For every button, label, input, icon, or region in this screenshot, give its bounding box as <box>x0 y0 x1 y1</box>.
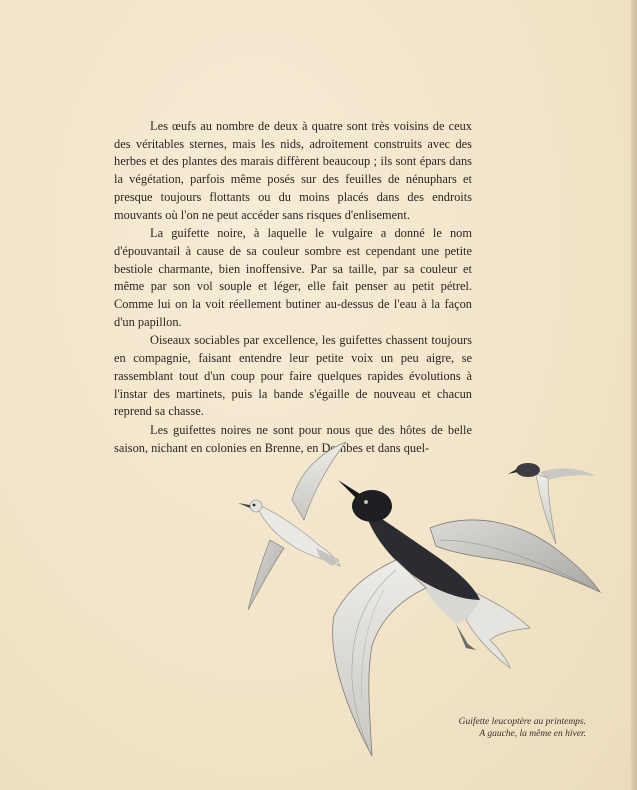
paragraph-summer-guests: Les guifettes noires ne sont pour nous que des hôtes de belle saison, nichant en colonies en Brenne, en Dombes et dans quel- <box>114 422 472 455</box>
illustration-caption <box>390 716 586 740</box>
black-tern-spring-plumage <box>333 480 600 756</box>
tern-winter-plumage <box>238 442 346 610</box>
caption-line-1: Guifette leucoptère au printemps. <box>458 717 586 727</box>
paragraph-eggs-nests: Les œufs au nombre de deux à quatre sont très voisins de ceux des véritables sternes, mais les nids, adroitement construits avec des herbes et des plantes des marais diffèrent beaucoup ; ils sont épars dans la végétation, parfois même posés sur des feuilles de nénuphars et presque toujours flottants ou du moins placés dans des endroits mouvants où l'on ne peut accéder sans risques d'enlisement. <box>114 119 472 222</box>
caption-line-2: A gauche, la même en hiver. <box>479 729 586 739</box>
paragraph-black-tern: La guifette noire, à laquelle le vulgaire a donné le nom d'épouvantail à cause de sa couleur sombre est cependant une petite bestiole charmante, bien inoffensive. Par sa taille, par sa couleur et même par son vol souple et léger, elle fait penser au petit pétrel. Comme lui on la voit réellement butiner au-dessus de l'eau à la façon d'un papillon. <box>114 226 472 329</box>
paragraph-sociable-birds: Oiseaux sociables par excellence, les guifettes chassent toujours en compagnie, faisant entendre leur petite voix un peu aigre, se rassemblant tout d'un coup pour faire quelques rapides évolutions à l'instar des martinets, puis la bande s'égaille de nouveau et chacun reprend sa chasse. <box>114 333 472 419</box>
